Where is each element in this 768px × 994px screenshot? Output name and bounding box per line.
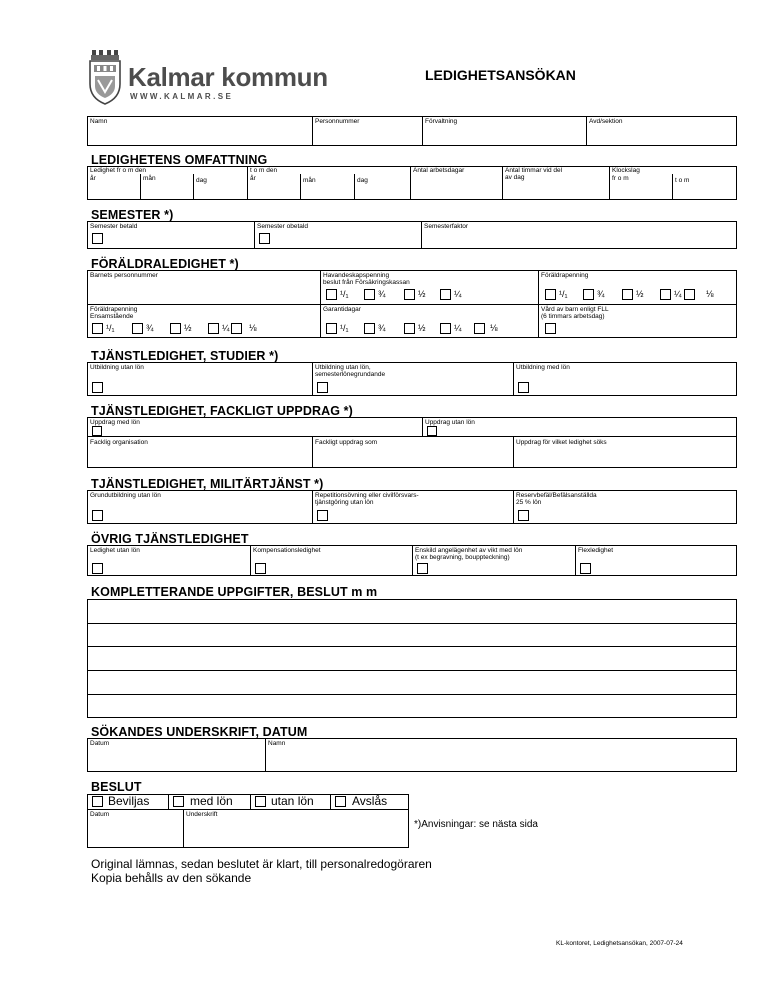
utan-lon-label: utan lön	[271, 794, 314, 808]
antal-arbetsdagar-field[interactable]	[411, 184, 501, 199]
ensam-1-8-checkbox[interactable]	[231, 323, 242, 334]
beslut-datum-label: Datum	[90, 811, 110, 818]
kompletterande-line-2[interactable]	[88, 624, 736, 645]
ensam-3-4-label: ¾	[146, 323, 154, 333]
kompletterande-line-3[interactable]	[88, 647, 736, 669]
havandeskap-1-1-checkbox[interactable]	[326, 289, 337, 300]
fackligt-uppdrag-som-label: Fackligt uppdrag som	[315, 439, 378, 446]
antal-timmar-field[interactable]	[503, 184, 608, 199]
garanti-1-1-checkbox[interactable]	[326, 323, 337, 334]
foraldrapenning-1-1-label: ¹/₁	[559, 289, 568, 299]
garanti-3-4-checkbox[interactable]	[364, 323, 375, 334]
org-name: Kalmar kommun	[128, 62, 328, 92]
utbildning-utan-lon-sem-label-1: Utbildning utan lön,	[315, 364, 371, 371]
ledighet-tom-label: t o m den	[250, 167, 278, 174]
from-day-field[interactable]	[194, 184, 246, 199]
foraldrapenning-1-1-checkbox[interactable]	[545, 289, 556, 300]
kalmar-coat-of-arms-logo	[88, 48, 122, 111]
omfattning-section-title: LEDIGHETENS OMFATTNING	[91, 153, 268, 167]
forvaltning-field-label: Förvaltning	[425, 118, 458, 125]
tom-month-field[interactable]	[301, 184, 353, 199]
semester-obetald-label: Semester obetald	[257, 223, 308, 230]
havandeskap-1-4-checkbox[interactable]	[440, 289, 451, 300]
foraldrapenning-3-4-checkbox[interactable]	[583, 289, 594, 300]
flexledighet-checkbox[interactable]	[580, 563, 591, 574]
name-field-label: Namn	[90, 118, 108, 125]
from-month-label: mån	[143, 175, 156, 182]
footer-original-note: Original lämnas, sedan beslutet är klart, till personalredogöraren	[91, 857, 432, 871]
utbildning-utan-lon-sem-label-2: semesterlönegrundande	[315, 371, 386, 378]
kompletterande-line-1[interactable]	[88, 600, 736, 622]
reservbefal-checkbox[interactable]	[518, 510, 529, 521]
semester-obetald-checkbox[interactable]	[259, 233, 270, 244]
kompletterande-section-title: KOMPLETTERANDE UPPGIFTER, BESLUT m m	[91, 585, 378, 599]
document-id: KL-kontoret, Ledighetsansökan, 2007-07-24	[556, 940, 683, 947]
foraldra-section-title: FÖRÄLDRALEDIGHET *)	[91, 257, 239, 271]
from-day-label: dag	[196, 177, 207, 184]
underskrift-datum-field[interactable]	[88, 748, 264, 771]
havandeskap-label-1: Havandeskapspenning	[323, 272, 390, 279]
foraldrapenning-1-4-checkbox[interactable]	[660, 289, 671, 300]
enskild-angelagenhet-checkbox[interactable]	[417, 563, 428, 574]
studier-section-title: TJÄNSTLEDIGHET, STUDIER *)	[91, 349, 279, 363]
grundutbildning-label: Grundutbildning utan lön	[90, 492, 161, 499]
kompletterande-line-5[interactable]	[88, 695, 736, 717]
facklig-organisation-label: Facklig organisation	[90, 439, 148, 446]
beslut-datum-field[interactable]	[88, 819, 182, 847]
facklig-organisation-field[interactable]	[88, 447, 311, 467]
klockslag-label: Klockslag	[612, 167, 640, 174]
utbildning-med-lon-checkbox[interactable]	[518, 382, 529, 393]
from-month-field[interactable]	[141, 184, 192, 199]
uppdrag-med-lon-checkbox[interactable]	[92, 426, 102, 436]
semester-betald-checkbox[interactable]	[92, 233, 103, 244]
garanti-1-8-checkbox[interactable]	[474, 323, 485, 334]
garanti-3-4-label: ¾	[378, 323, 386, 333]
havandeskap-1-4-label: ¼	[454, 289, 462, 299]
tom-year-label: år	[250, 175, 256, 182]
beviljas-checkbox[interactable]	[92, 796, 103, 807]
studier-grid	[87, 362, 737, 396]
kompensationsledighet-label: Kompensationsledighet	[253, 547, 321, 554]
avslas-checkbox[interactable]	[335, 796, 346, 807]
garanti-1-2-checkbox[interactable]	[404, 323, 415, 334]
anvisningar-note: *)Anvisningar: se nästa sida	[414, 819, 538, 830]
tom-month-label: mån	[303, 177, 316, 184]
kompensationsledighet-checkbox[interactable]	[255, 563, 266, 574]
utbildning-med-lon-label: Utbildning med lön	[516, 364, 570, 371]
havandeskap-1-2-label: ½	[418, 289, 426, 299]
foraldrapenning-3-4-label: ¾	[597, 289, 605, 299]
beslut-underskrift-label: Underskrift	[186, 811, 218, 818]
tom-year-field[interactable]	[248, 184, 299, 199]
underskrift-namn-field[interactable]	[266, 748, 736, 771]
klockslag-tom-field[interactable]	[673, 184, 736, 199]
beviljas-label: Beviljas	[108, 794, 150, 808]
fackligt-section-title: TJÄNSTLEDIGHET, FACKLIGT UPPDRAG *)	[91, 404, 353, 418]
vard-av-barn-label-1: Vård av barn enligt FLL	[541, 306, 609, 313]
havandeskap-1-1-label: ¹/₁	[340, 289, 349, 299]
uppdrag-for-ledighet-label: Uppdrag för vilket ledighet söks	[516, 439, 607, 446]
fp-ensamstaende-label-2: Ensamstående	[90, 313, 134, 320]
org-website: WWW.KALMAR.SE	[130, 92, 234, 101]
garanti-1-4-checkbox[interactable]	[440, 323, 451, 334]
repetition-checkbox[interactable]	[317, 510, 328, 521]
foraldrapenning-1-2-checkbox[interactable]	[622, 289, 633, 300]
kompletterande-line-4[interactable]	[88, 671, 736, 693]
foraldrapenning-1-8-label: ⅛	[706, 289, 714, 299]
foraldrapenning-1-4-label: ¼	[674, 289, 682, 299]
beslut-section-title: BESLUT	[91, 780, 142, 794]
name-field[interactable]	[88, 126, 311, 145]
ensam-3-4-checkbox[interactable]	[132, 323, 143, 334]
militar-section-title: TJÄNSTLEDIGHET, MILITÄRTJÄNST *)	[91, 477, 324, 491]
forvaltning-field[interactable]	[423, 126, 585, 145]
barnets-personnummer-label: Barnets personnummer	[90, 272, 158, 279]
semester-betald-label: Semester betald	[90, 223, 138, 230]
uppdrag-med-lon-label: Uppdrag med lön	[90, 419, 140, 426]
tom-day-label: dag	[357, 177, 368, 184]
underskrift-datum-label: Datum	[90, 740, 110, 747]
repetition-label-2: tjänstgöring utan lön	[315, 499, 374, 506]
ensam-1-4-checkbox[interactable]	[208, 323, 219, 334]
grundutbildning-checkbox[interactable]	[92, 510, 103, 521]
uppdrag-utan-lon-label: Uppdrag utan lön	[425, 419, 475, 426]
klockslag-tom-label: t o m	[675, 177, 690, 184]
med-lon-label: med lön	[190, 794, 233, 808]
klockslag-from-label: fr o m	[612, 175, 629, 182]
utbildning-utan-lon-checkbox[interactable]	[92, 382, 103, 393]
semesterfaktor-field[interactable]	[422, 231, 736, 248]
ledighet-utan-lon-checkbox[interactable]	[92, 563, 103, 574]
ensam-1-2-checkbox[interactable]	[170, 323, 181, 334]
from-year-field[interactable]	[88, 184, 139, 199]
antal-timmar-label-1: Antal timmar vid del	[505, 167, 563, 174]
havandeskap-3-4-label: ¾	[378, 289, 386, 299]
flexledighet-label: Flexledighet	[578, 547, 614, 554]
avdelning-field[interactable]	[587, 126, 736, 145]
underskrift-namn-label: Namn	[268, 740, 286, 747]
foraldrapenning-1-2-label: ½	[636, 289, 644, 299]
avslas-label: Avslås	[352, 794, 388, 808]
semesterfaktor-label: Semesterfaktor	[424, 223, 469, 230]
antal-timmar-label-2: av dag	[505, 174, 525, 181]
garanti-1-1-label: ¹/₁	[340, 323, 349, 333]
ensam-1-4-label: ¼	[222, 323, 230, 333]
enskild-angelagenhet-label-2: (t ex begravning, bouppteckning)	[415, 554, 510, 561]
personnummer-field-label: Personnummer	[315, 118, 360, 125]
foraldrapenning-1-8-checkbox[interactable]	[684, 289, 695, 300]
enskild-angelagenhet-label-1: Enskild angelägenhet av vikt med lön	[415, 547, 523, 554]
havandeskap-label-2: beslut från Försäkringskassan	[323, 279, 410, 286]
foraldrapenning-label: Föräldrapenning	[541, 272, 589, 279]
semester-section-title: SEMESTER *)	[91, 208, 174, 222]
vard-av-barn-checkbox[interactable]	[545, 323, 556, 334]
tom-day-field[interactable]	[355, 184, 409, 199]
repetition-label-1: Repetitionsövning eller civilförsvars-	[315, 492, 419, 499]
utbildning-utan-lon-sem-checkbox[interactable]	[317, 382, 328, 393]
havandeskap-1-2-checkbox[interactable]	[404, 289, 415, 300]
personnummer-field[interactable]	[313, 126, 421, 145]
barnets-personnummer-field[interactable]	[88, 281, 319, 303]
garantidagar-label: Garantidagar	[323, 306, 361, 313]
klockslag-from-field[interactable]	[610, 184, 671, 199]
ensam-1-1-label: ¹/₁	[106, 323, 115, 333]
garanti-1-2-label: ½	[418, 323, 426, 333]
utan-lon-checkbox[interactable]	[255, 796, 266, 807]
ovrig-section-title: ÖVRIG TJÄNSTLEDIGHET	[91, 532, 249, 546]
ensam-1-1-checkbox[interactable]	[92, 323, 103, 334]
havandeskap-3-4-checkbox[interactable]	[364, 289, 375, 300]
ensam-1-2-label: ½	[184, 323, 192, 333]
avdelning-field-label: Avd/sektion	[589, 118, 623, 125]
fp-ensamstaende-label-1: Föräldrapenning	[90, 306, 138, 313]
reservbefal-label-2: 25 % lön	[516, 499, 542, 506]
underskrift-section-title: SÖKANDES UNDERSKRIFT, DATUM	[91, 725, 308, 739]
ledighet-from-label: Ledighet fr o m den	[90, 167, 147, 174]
med-lon-checkbox[interactable]	[173, 796, 184, 807]
antal-arbetsdagar-label: Antal arbetsdagar	[413, 167, 465, 174]
garanti-1-4-label: ¼	[454, 323, 462, 333]
ledighet-utan-lon-label: Ledighet utan lön	[90, 547, 140, 554]
uppdrag-for-ledighet-field[interactable]	[514, 447, 736, 467]
uppdrag-utan-lon-checkbox[interactable]	[427, 426, 437, 436]
ensam-1-8-label: ⅛	[249, 323, 257, 333]
reservbefal-label-1: Reservbefäl/Befälsanställda	[516, 492, 597, 499]
fackligt-uppdrag-som-field[interactable]	[313, 447, 512, 467]
form-title: LEDIGHETSANSÖKAN	[425, 67, 576, 83]
from-year-label: år	[90, 175, 96, 182]
vard-av-barn-label-2: (6 timmars arbetsdag)	[541, 313, 605, 320]
garanti-1-8-label: ⅛	[490, 323, 498, 333]
footer-kopia-note: Kopia behålls av den sökande	[91, 871, 252, 885]
utbildning-utan-lon-label: Utbildning utan lön	[90, 364, 144, 371]
beslut-underskrift-field[interactable]	[184, 819, 408, 847]
